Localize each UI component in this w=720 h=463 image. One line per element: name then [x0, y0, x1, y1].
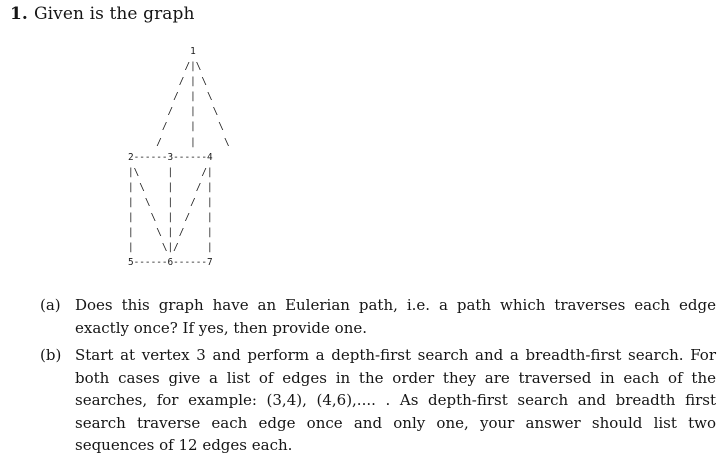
question-a-text: Does this graph have an Eulerian path, i.e. a path which traverses each edge exactly once? If yes, then provide one. — [75, 296, 716, 337]
problem-number: 1. — [10, 4, 28, 24]
question-a-label: (a) — [40, 296, 61, 314]
question-b-text: Start at vertex 3 and perform a depth-first search and a breadth-first search. For both cases give a list of edges in the order they are traversed in each of the searches, for example: (3,4), (4,6),.... . As depth-first search and breadth first search traverse each edge once and only one, your answer should list two sequences of 12 edges each. — [75, 346, 716, 454]
question-b — [40, 344, 716, 457]
question-b-label: (b) — [40, 346, 62, 364]
question-a — [40, 294, 716, 339]
ascii-graph: 1 /|\ / | \ / | \ / | \ / | \ / | \ 2------3------4 |\ | /| | \ | / | | \ | / | | \ | / | | \ | / | | \|/ | 5------6------7 — [128, 46, 230, 269]
problem-title: Given is the graph — [33, 4, 195, 24]
problem-heading — [10, 4, 195, 24]
